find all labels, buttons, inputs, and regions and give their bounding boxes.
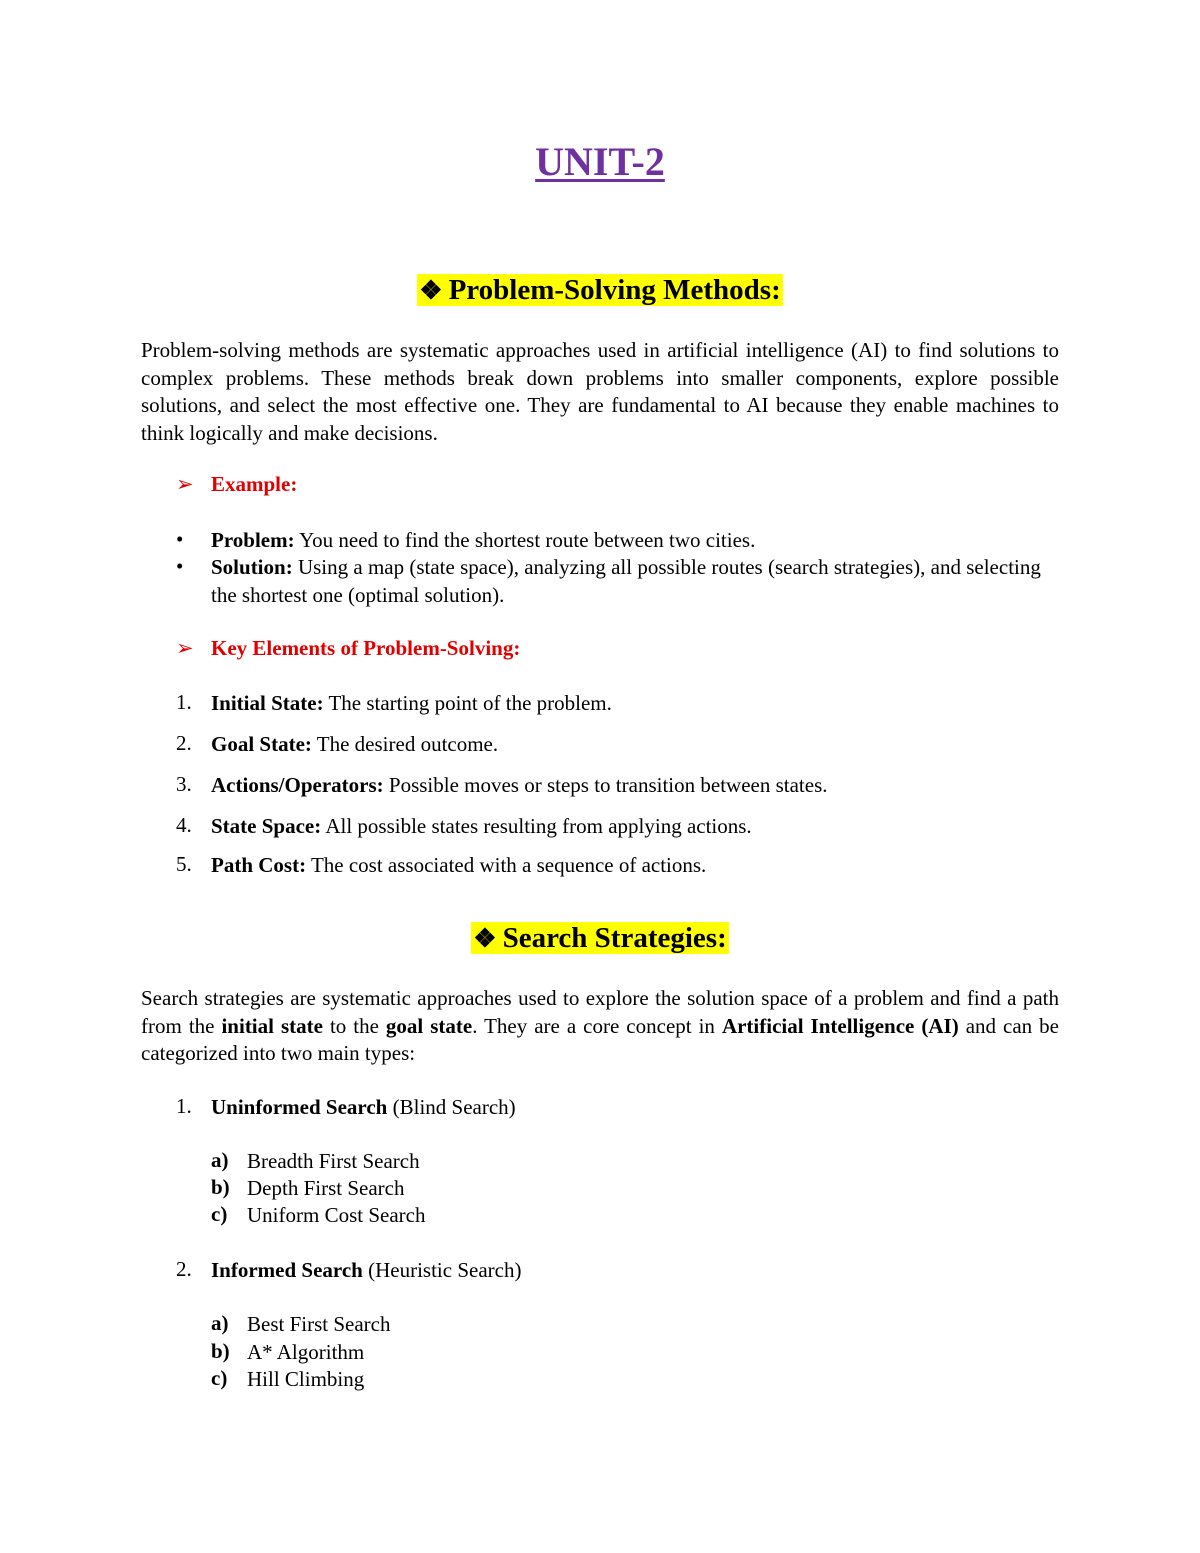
- key-elements-heading: ➢ Key Elements of Problem-Solving:: [176, 636, 521, 660]
- list-letter: c): [211, 1202, 228, 1226]
- arrow-right-icon: ➢: [176, 636, 194, 660]
- search-strategies-intro: Search strategies are systematic approaches used to explore the solution space of a problem and find a path from the initial state to the goal state. They are a core concept in Artificial Intelligence (AI) and can be categorized into two main types:: [141, 986, 1059, 1065]
- diamond-cluster-icon: ❖: [419, 276, 443, 305]
- example-item-problem: Problem: You need to find the shortest route between two cities.: [211, 528, 756, 552]
- problem-solving-intro: Problem-solving methods are systematic approaches used in artificial intelligence (AI) to find solutions to complex problems. These methods break down problems into smaller components, explore possible solutions, and select the most effective one. They are fundamental to AI because they enable machines to think logically and make decisions.: [141, 338, 1059, 445]
- heading-text: Problem-Solving Methods:: [448, 274, 781, 306]
- key-item-path-cost: Path Cost: The cost associated with a sequence of actions.: [211, 853, 707, 877]
- search-item-dfs: Depth First Search: [247, 1176, 405, 1200]
- list-letter: b): [211, 1339, 230, 1363]
- key-item-actions: Actions/Operators: Possible moves or steps to transition between states.: [211, 773, 828, 797]
- heading-text: Search Strategies:: [502, 922, 727, 954]
- diamond-cluster-icon: ❖: [473, 924, 497, 953]
- list-letter: b): [211, 1175, 230, 1199]
- list-number: 3.: [176, 772, 192, 796]
- dot-icon: •: [176, 554, 184, 578]
- search-item-hill-climbing: Hill Climbing: [247, 1367, 365, 1391]
- search-item-bfs: Breadth First Search: [247, 1149, 420, 1173]
- key-item-initial-state: Initial State: The starting point of the problem.: [211, 691, 612, 715]
- dot-icon: •: [176, 527, 184, 551]
- key-item-goal-state: Goal State: The desired outcome.: [211, 732, 499, 756]
- section-heading-search-strategies: [0, 922, 1200, 955]
- example-item-solution: Solution: Using a map (state space), analyzing all possible routes (search strategies), and selecting the shortest one (optimal solution).: [211, 555, 1041, 607]
- page-title: UNIT-2: [535, 139, 665, 184]
- search-type-informed: Informed Search (Heuristic Search): [211, 1258, 522, 1282]
- list-number: 2.: [176, 731, 192, 755]
- example-heading: ➢ Example:: [176, 472, 298, 496]
- list-letter: c): [211, 1366, 228, 1390]
- search-item-a-star: A* Algorithm: [247, 1340, 365, 1364]
- list-letter: a): [211, 1311, 229, 1335]
- list-number: 2.: [176, 1257, 192, 1281]
- key-item-state-space: State Space: All possible states resulting from applying actions.: [211, 814, 752, 838]
- section-heading-problem-solving: [0, 274, 1200, 307]
- list-number: 5.: [176, 852, 192, 876]
- search-type-uninformed: Uninformed Search (Blind Search): [211, 1095, 516, 1119]
- list-letter: a): [211, 1148, 229, 1172]
- list-number: 1.: [176, 1094, 192, 1118]
- list-number: 4.: [176, 813, 192, 837]
- arrow-right-icon: ➢: [176, 472, 194, 496]
- search-item-ucs: Uniform Cost Search: [247, 1203, 426, 1227]
- search-item-best-first: Best First Search: [247, 1312, 391, 1336]
- list-number: 1.: [176, 690, 192, 714]
